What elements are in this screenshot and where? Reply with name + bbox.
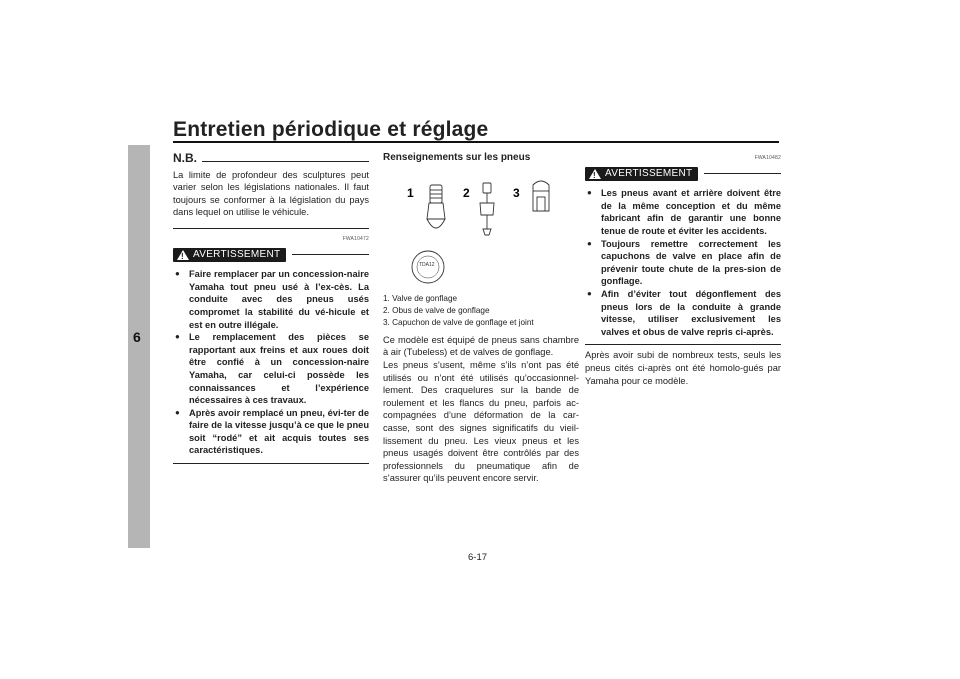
- nb-header: [173, 152, 369, 165]
- figure-captions: [383, 293, 579, 330]
- chapter-tab: [128, 145, 150, 548]
- nb-rule: [202, 161, 369, 162]
- warning-label: AVERTISSEMENT: [193, 248, 281, 260]
- chapter-number: 6: [133, 329, 141, 345]
- nb-text: La limite de profondeur des sculptures peut varier selon les législations nationales. Il faut toujours se conformer à la législation du pays dans lequel on utilise le véhicule.: [173, 169, 369, 218]
- warning-item: ● Le remplacement des pièces se rapportant aux freins et aux roues doit être confié à un concession-naire Yamaha, car celui-ci possède les connaissances et l’expérience nécessaires à ces travaux.: [173, 331, 369, 407]
- section-heading: Renseignements sur les pneus: [383, 152, 531, 163]
- nb-title: N.B.: [173, 151, 197, 165]
- column-right: [585, 152, 781, 387]
- paragraph: Après avoir subi de nombreux tests, seuls les pneus cités ci-après ont été homolo-gués par Yamaha pour ce modèle.: [585, 350, 781, 386]
- warning-list: [585, 187, 781, 338]
- valve-stem-icon: [427, 185, 445, 228]
- warning-item: ● Les pneus avant et arrière doivent être de la même conception et du même fabricant afin de garantir une bonne tenue de route et éviter les accidents.: [585, 187, 781, 237]
- valve-figure: [383, 171, 579, 289]
- valve-cap-seal-icon: [533, 181, 549, 211]
- paragraph: Ce modèle est équipé de pneus sans chambre à air (Tubeless) et de valves de gonflage.: [383, 334, 579, 358]
- warning-badge: [173, 248, 286, 263]
- column-middle: [383, 152, 579, 485]
- warning-label: AVERTISSEMENT: [605, 167, 693, 179]
- warning-triangle-icon: [589, 169, 601, 179]
- title-rule: [173, 141, 779, 143]
- column-left: [173, 152, 369, 468]
- warning-badge: [585, 167, 698, 182]
- warning-triangle-icon: [177, 250, 189, 260]
- caption: 3. Capuchon de valve de gonflage et joint: [383, 318, 534, 328]
- svg-text:TDA12: TDA12: [419, 261, 435, 268]
- warning-rule: [292, 254, 369, 255]
- warning-item: ● Afin d’éviter tout dégonflement des pneus lors de la conduite à grande vitesse, utiliser exclusivement les valves et obus de valve repris ci-après.: [585, 288, 781, 338]
- page-number: 6-17: [468, 552, 488, 563]
- caption: 1. Valve de gonflage: [383, 293, 458, 303]
- figure-label: 1: [407, 185, 414, 200]
- warning-item: ● Après avoir remplacé un pneu, évi-ter de faire de la vitesse jusqu’à ce que le pneu soit “rodé” et ait acquis toutes ses caractéristiques.: [173, 407, 369, 457]
- warning-item: ● Toujours remettre correctement les capuchons de valve en place afin de prévenir toute chute de la pres-sion de gonflage.: [585, 238, 781, 288]
- valve-illustration: [383, 171, 579, 289]
- paragraph: Les pneus s’usent, même s’ils n’ont pas été utilisés ou n’ont été utilisés qu’occasionnel-lement. Des craquelures sur la bande de roulement et les flancs du pneu, parfois ac-compagnées d’une déformation de la car-casse, sont des signes significatifs du vieil-lissement du pneu. Les vieux pneus et les pneus usagés doivent être contrôlés par des professionnels du pneumatique afin de s’assurer qu’ils peuvent encore servir.: [383, 360, 579, 484]
- warning-header: [585, 167, 781, 182]
- valve-core-icon: [480, 183, 494, 235]
- figure-label: 2: [463, 185, 470, 200]
- figure-label: 3: [513, 185, 520, 200]
- warning-item: ● Faire remplacer par un concession-naire Yamaha tout pneu usé à l’ex-cès. La conduite avec des pneus usés compromet la stabilité du vé-hicule et est en outre illégale.: [173, 268, 369, 331]
- warning-code: FWA10472: [342, 235, 369, 242]
- warning-code: FWA10482: [754, 155, 781, 161]
- warning-list: [173, 268, 369, 457]
- warning-end-rule: [585, 344, 781, 345]
- page-title: Entretien périodique et réglage: [173, 118, 489, 141]
- warning-header: [173, 248, 369, 263]
- warning-end-rule: [173, 463, 369, 464]
- nb-end-rule: [173, 228, 369, 229]
- caption: 2. Obus de valve de gonflage: [383, 306, 490, 315]
- warning-rule: [704, 173, 781, 174]
